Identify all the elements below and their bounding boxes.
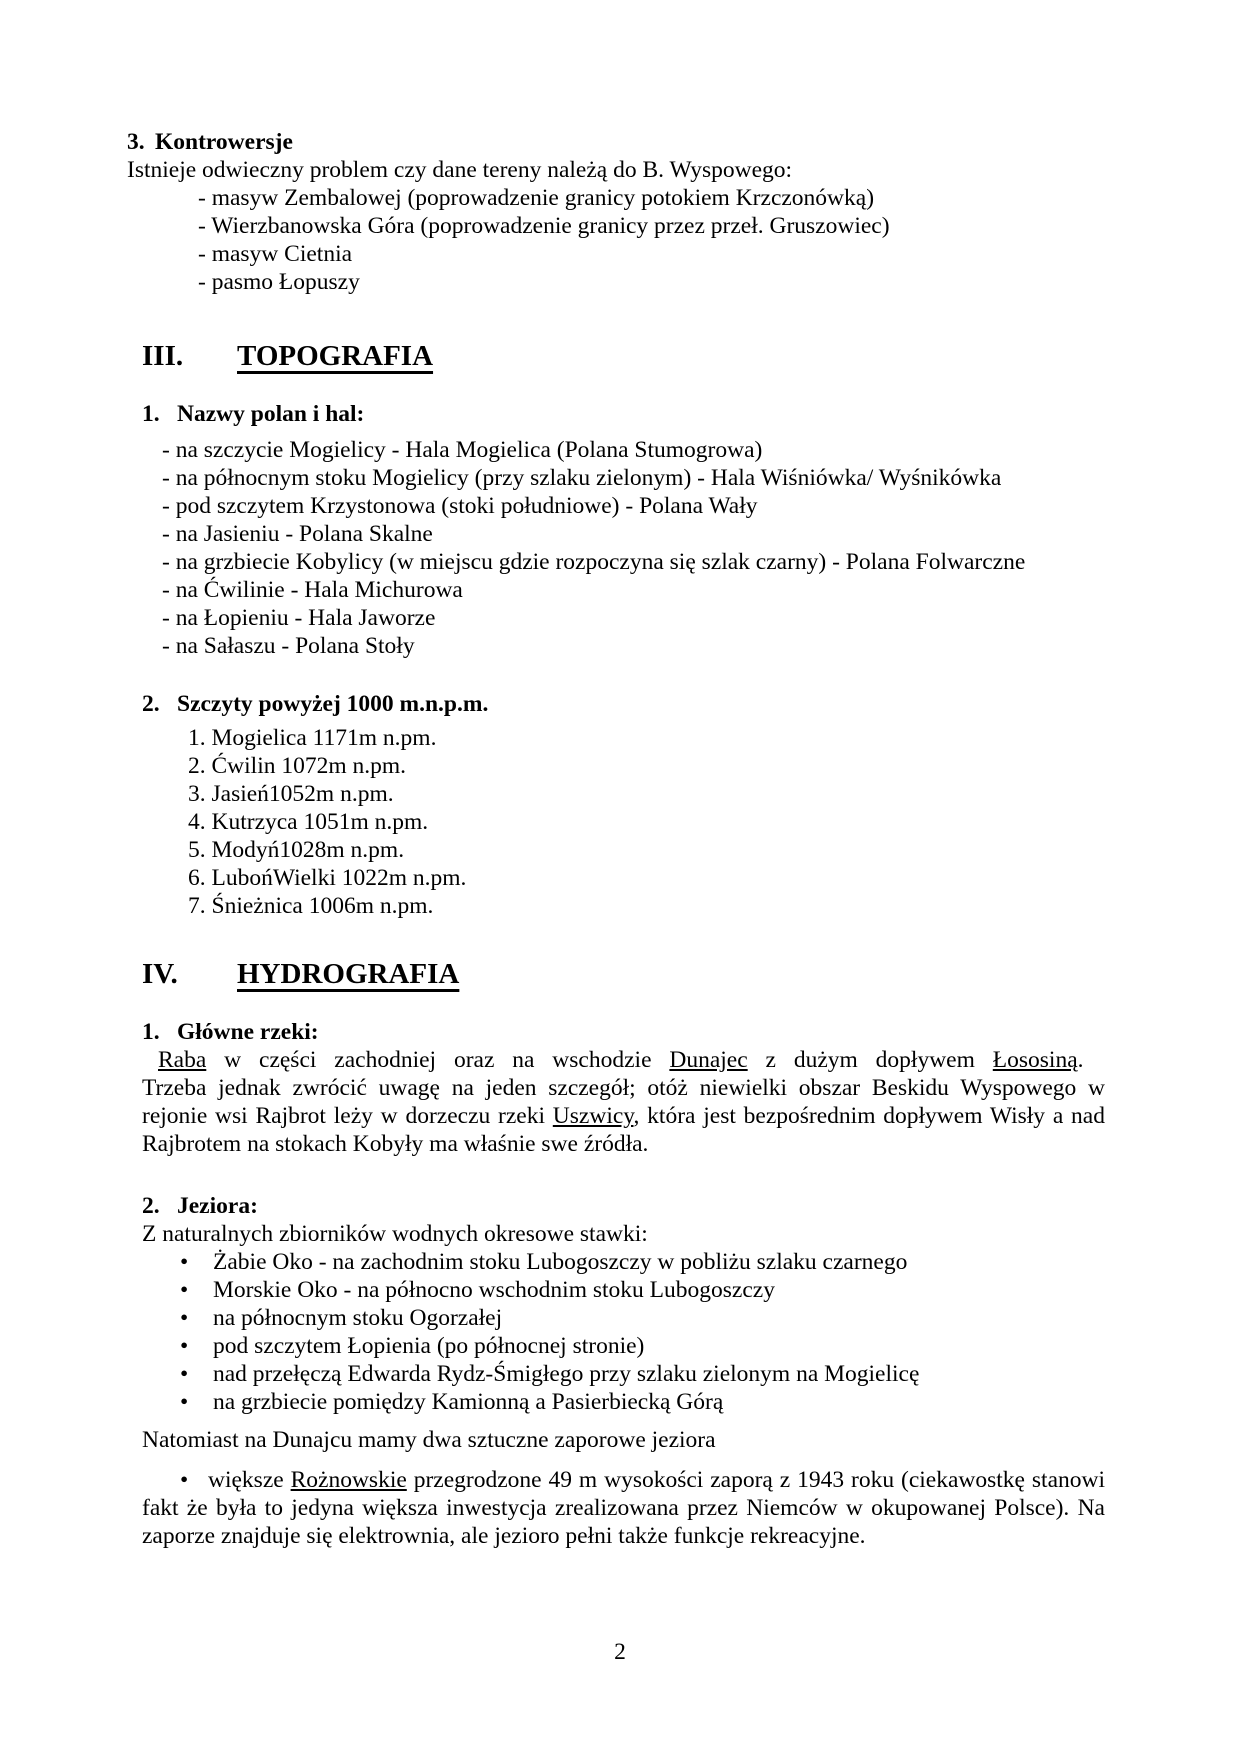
text-run: , która jest bezpośrednim dopływem Wisły a nad Rajbrotem na stokach Kobyły ma właśnie swe źródła. bbox=[142, 1103, 1105, 1157]
bullet-text: na grzbiecie pomiędzy Kamionną a Pasierbiecką Górą bbox=[213, 1389, 724, 1415]
kontrowersje-intro: Istnieje odwieczny problem czy dane tereny należą do B. Wyspowego: bbox=[127, 157, 793, 183]
bullet-item bbox=[180, 1360, 1105, 1388]
text-run: większe bbox=[208, 1467, 291, 1493]
kontrowersje-number: 3. bbox=[127, 129, 145, 155]
polany-heading bbox=[142, 400, 1105, 428]
bullet-text: Morskie Oko - na północno wschodnim stoku Lubogoszczy bbox=[213, 1277, 775, 1303]
polany-list bbox=[142, 436, 1105, 660]
bullet-icon: • bbox=[180, 1389, 189, 1415]
list-item: 7. Śnieżnica 1006m n.pm. bbox=[188, 893, 434, 919]
bullet-text: nad przełęczą Edwarda Rydz-Śmigłego przy szlaku zielonym na Mogielicę bbox=[213, 1361, 920, 1387]
topografia-number: III. bbox=[142, 340, 184, 372]
section-polany bbox=[142, 400, 1105, 660]
list-item: - pasmo Łopuszy bbox=[198, 269, 360, 295]
river-name: Uszwicy bbox=[552, 1103, 634, 1129]
bullet-item bbox=[180, 1388, 1105, 1416]
river-name: Łososiną bbox=[992, 1047, 1078, 1073]
list-item: - na grzbiecie Kobylicy (w miejscu gdzie rozpoczyna się szlak czarny) - Polana Folwarczne bbox=[162, 549, 1026, 575]
jeziora-number: 2. bbox=[142, 1193, 160, 1219]
text-run: w części zachodniej oraz na wschodzie bbox=[206, 1047, 670, 1073]
list-item: 1. Mogielica 1171m n.pm. bbox=[188, 725, 437, 751]
hydrografia-number: IV. bbox=[142, 958, 178, 990]
roznowskie-paragraph bbox=[142, 1466, 1105, 1550]
list-item: - na północnym stoku Mogielicy (przy szlaku zielonym) - Hala Wiśniówka/ Wyśnikówka bbox=[162, 465, 1002, 491]
bullet-icon: • bbox=[180, 1277, 189, 1303]
szczyty-number: 2. bbox=[142, 691, 160, 717]
page-number: 2 bbox=[614, 1639, 626, 1665]
bullet-item bbox=[180, 1248, 1105, 1276]
list-item: 4. Kutrzyca 1051m n.pm. bbox=[188, 809, 429, 835]
bullet-text: Żabie Oko - na zachodnim stoku Lubogoszczy w pobliżu szlaku czarnego bbox=[213, 1249, 908, 1275]
list-item: 3. Jasień1052m n.pm. bbox=[188, 781, 394, 807]
section-jeziora bbox=[142, 1192, 1105, 1550]
polany-title: Nazwy polan i hal: bbox=[177, 401, 365, 427]
bullet-icon: • bbox=[180, 1305, 189, 1331]
bullet-icon: • bbox=[180, 1467, 189, 1493]
bullet-item bbox=[180, 1276, 1105, 1304]
section-szczyty bbox=[142, 690, 1105, 920]
jeziora-title: Jeziora: bbox=[177, 1193, 258, 1219]
szczyty-heading bbox=[142, 690, 1105, 718]
bullet-icon: • bbox=[180, 1249, 189, 1275]
szczyty-title: Szczyty powyżej 1000 m.n.p.m. bbox=[177, 691, 489, 717]
bullet-icon: • bbox=[180, 1333, 189, 1359]
rzeki-first-line bbox=[158, 1047, 1084, 1073]
jeziora-heading bbox=[142, 1192, 1105, 1220]
rzeki-heading bbox=[142, 1018, 1105, 1046]
szczyty-list bbox=[142, 724, 1105, 920]
text-run: . bbox=[1077, 1047, 1084, 1073]
river-name: Raba bbox=[158, 1047, 207, 1073]
bullet-text: pod szczytem Łopienia (po północnej stronie) bbox=[213, 1333, 645, 1359]
section-rzeki bbox=[142, 1018, 1105, 1158]
list-item: - na szczycie Mogielicy - Hala Mogielica (Polana Stumogrowa) bbox=[162, 437, 763, 463]
rzeki-paragraph bbox=[142, 1046, 1105, 1158]
bullet-icon: • bbox=[180, 1361, 189, 1387]
list-item: - masyw Zembalowej (poprowadzenie granicy potokiem Krzczonówką) bbox=[198, 185, 875, 211]
section-heading-hydrografia bbox=[142, 956, 1105, 992]
bullet-text: na północnym stoku Ogorzałej bbox=[213, 1305, 503, 1331]
text-run: z dużym dopływem bbox=[747, 1047, 993, 1073]
polany-number: 1. bbox=[142, 401, 160, 427]
bullet-item bbox=[180, 1304, 1105, 1332]
list-item: 6. LubońWielki 1022m n.pm. bbox=[188, 865, 467, 891]
kontrowersje-title: Kontrowersje bbox=[155, 129, 293, 155]
kontrowersje-heading bbox=[127, 128, 1105, 156]
jeziora-natomiast: Natomiast na Dunajcu mamy dwa sztuczne zaporowe jeziora bbox=[142, 1427, 716, 1453]
river-name: Dunajec bbox=[669, 1047, 748, 1073]
list-item: - na Sałaszu - Polana Stoły bbox=[162, 633, 415, 659]
text-run: przegrodzone 49 m wysokości zaporą z 1943 roku (ciekawostkę stanowi fakt że była to jedyna większa inwestycja zrealizowana przez Niemców w okupowanej Polsce). Na zaporze znajduje się elektrownia, ale jezioro pełni także funkcje rekreacyjne. bbox=[142, 1467, 1106, 1549]
hydrografia-title: HYDROGRAFIA bbox=[237, 958, 460, 990]
lake-name: Rożnowskie bbox=[290, 1467, 407, 1493]
list-item: 2. Ćwilin 1072m n.pm. bbox=[188, 753, 407, 779]
text-run: Trzeba jednak zwrócić uwagę na jeden szczegół; otóż niewielki obszar Beskidu Wyspowego w rejonie wsi Rajbrot leży w dorzeczu rzeki bbox=[142, 1075, 1105, 1129]
section-heading-topografia bbox=[142, 338, 1105, 374]
bullet-item bbox=[180, 1332, 1105, 1360]
list-item: - pod szczytem Krzystonowa (stoki południowe) - Polana Wały bbox=[162, 493, 758, 519]
jeziora-intro: Z naturalnych zbiorników wodnych okresowe stawki: bbox=[142, 1221, 648, 1247]
list-item: 5. Modyń1028m n.pm. bbox=[188, 837, 405, 863]
rzeki-number: 1. bbox=[142, 1019, 160, 1045]
list-item: - Wierzbanowska Góra (poprowadzenie granicy przez przeł. Gruszowiec) bbox=[198, 213, 890, 239]
list-item: - na Łopieniu - Hala Jaworze bbox=[162, 605, 436, 631]
rzeki-title: Główne rzeki: bbox=[177, 1019, 319, 1045]
section-kontrowersje bbox=[127, 128, 1105, 296]
topografia-title: TOPOGRAFIA bbox=[237, 340, 434, 372]
list-item: - na Jasieniu - Polana Skalne bbox=[162, 521, 433, 547]
list-item: - masyw Cietnia bbox=[198, 241, 353, 267]
list-item: - na Ćwilinie - Hala Michurowa bbox=[162, 577, 463, 603]
